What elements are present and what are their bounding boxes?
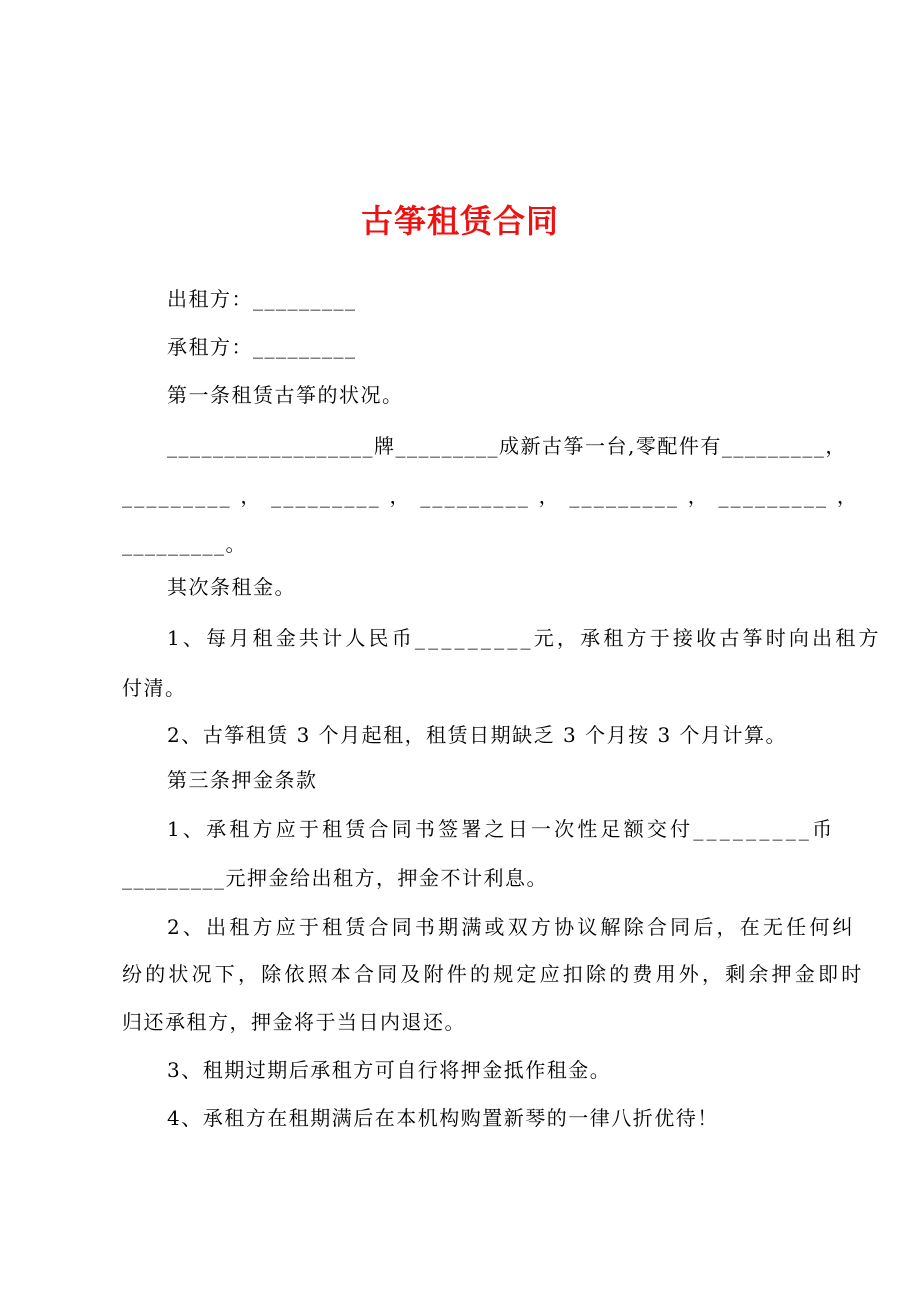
article-1-text-line-1: __________________牌_________成新古筝一台,零配件有_________，: [167, 434, 847, 458]
article-2-heading: 其次条租金。: [167, 575, 296, 599]
article-3-clause-4: 4、承租方在租期满后在本机构购置新琴的一律八折优待！: [167, 1106, 719, 1130]
article-3-clause-2-line-2: 纷的状况下，除依照本合同及附件的规定应扣除的费用外，剩余押金即时: [122, 962, 865, 986]
article-3-clause-1-line-2: _________元押金给出租方，押金不计利息。: [122, 866, 548, 890]
article-2-clause-1-line-2: 付清。: [122, 676, 187, 700]
article-1-text-line-2: _________ ， _________ ， _________ ， _________ ， _________ ，: [122, 484, 860, 508]
article-3-clause-3: 3、租期过期后承租方可自行将押金抵作租金。: [167, 1058, 612, 1082]
article-3-heading: 第三条押金条款: [167, 768, 318, 792]
article-3-clause-1-line-1: 1、承租方应于租赁合同书签署之日一次性足额交付_________币: [167, 817, 836, 841]
article-2-clause-1-line-1: 1、每月租金共计人民币_________元，承租方于接收古筝时向出租方: [167, 626, 882, 650]
article-1-heading: 第一条租赁古筝的状况。: [167, 383, 404, 407]
lessee-line: 承租方：_________: [167, 335, 357, 359]
lessor-line: 出租方：_________: [167, 287, 357, 311]
document-title: 古筝租赁合同: [360, 202, 559, 240]
article-3-clause-2-line-1: 2、出租方应于租赁合同书期满或双方协议解除合同后，在无任何纠: [167, 915, 856, 939]
article-1-text-line-3: _________。: [122, 532, 247, 556]
article-3-clause-2-line-3: 归还承租方，押金将于当日内退还。: [122, 1010, 466, 1034]
article-2-clause-2: 2、古筝租赁 3 个月起租，租赁日期缺乏 3 个月按 3 个月计算。: [167, 723, 788, 747]
